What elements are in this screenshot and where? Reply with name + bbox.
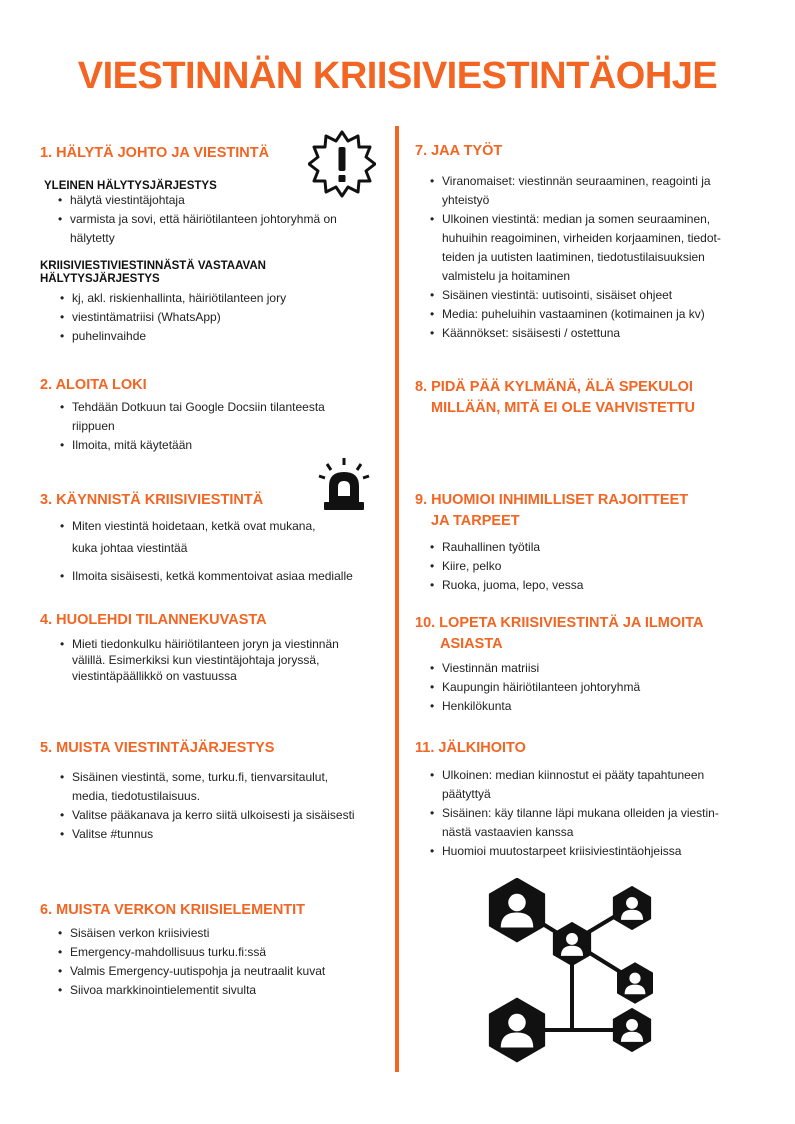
list-item: • Sisäisen verkon kriisiviesti — [58, 924, 388, 943]
section-7-list — [430, 172, 770, 343]
section-5-heading: 5. MUISTA VIESTINTÄJÄRJESTYS — [40, 740, 275, 756]
list-item: • Sisäinen viestintä, some, turku.fi, tienvarsitaulut, — [60, 768, 395, 787]
alert-badge-icon — [308, 130, 376, 198]
list-item: • Emergency-mahdollisuus turku.fi:ssä — [58, 943, 388, 962]
column-divider — [395, 126, 399, 1072]
section-7-heading: 7. JAA TYÖT — [415, 143, 503, 159]
list-item-continuation: riippuen — [72, 419, 115, 433]
list-item-continuation: kuka johtaa viestintää — [72, 541, 188, 555]
list-item: • Valitse pääkanava ja kerro siitä ulkoisesti ja sisäisesti — [60, 806, 395, 825]
section-9-list — [430, 538, 770, 595]
list-item-continuation: hälytetty — [70, 231, 115, 245]
section-9-heading-line2: JA TARPEET — [431, 513, 520, 529]
list-item-continuation: yhteistyö — [442, 193, 490, 207]
section-1-subheading-crisis-b: HÄLYTYSJÄRJESTYS — [40, 273, 160, 285]
list-item: • Huomioi muutostarpeet kriisiviestintäohjeissa — [430, 842, 770, 861]
section-4-list — [60, 636, 390, 684]
section-1-heading: 1. HÄLYTÄ JOHTO JA VIESTINTÄ — [40, 145, 270, 161]
section-11-heading: 11. JÄLKIHOITO — [415, 740, 526, 756]
list-item-continuation: päätyttyä — [442, 787, 491, 801]
list-item: • viestintämatriisi (WhatsApp) — [60, 308, 380, 327]
list-item-continuation: media, tiedotustilaisuus. — [72, 789, 201, 803]
list-item: • Viestinnän matriisi — [430, 659, 770, 678]
section-11-list — [430, 766, 770, 861]
section-3-list — [60, 515, 390, 587]
section-5-list — [60, 768, 395, 844]
list-item: • Ulkoinen viestintä: median ja somen seuraaminen, — [430, 210, 770, 229]
section-10-list — [430, 659, 770, 716]
list-item: • Miten viestintä hoidetaan, ketkä ovat mukana, — [60, 515, 390, 537]
section-6-list — [58, 924, 388, 1000]
siren-icon — [318, 456, 370, 512]
list-item: • kj, akl. riskienhallinta, häiriötilanteen jory — [60, 289, 380, 308]
section-8-heading-line2: MILLÄÄN, MITÄ EI OLE VAHVISTETTU — [431, 400, 695, 416]
section-10-heading-line2: ASIASTA — [440, 636, 503, 652]
list-item: • puhelinvaihde — [60, 327, 380, 346]
section-8-heading-line1: 8. PIDÄ PÄÄ KYLMÄNÄ, ÄLÄ SPEKULOI — [415, 379, 693, 395]
section-9-heading-line1: 9. HUOMIOI INHIMILLISET RAJOITTEET — [415, 492, 689, 508]
list-item: • Ilmoita, mitä käytetään — [60, 436, 380, 455]
list-item-continuation: valmistelu ja hoitaminen — [442, 269, 571, 283]
list-item: • Valmis Emergency-uutispohja ja neutraalit kuvat — [58, 962, 388, 981]
network-icon — [480, 878, 670, 1068]
list-item: • Tehdään Dotkuun tai Google Docsiin tilanteesta — [60, 398, 380, 417]
section-1-list-general — [58, 191, 378, 248]
list-item: • Media: puheluihin vastaaminen (kotimainen ja kv) — [430, 305, 770, 324]
list-item: • Henkilökunta — [430, 697, 770, 716]
section-2-heading: 2. ALOITA LOKI — [40, 377, 147, 393]
list-item-continuation: huhuihin reagoiminen, virheiden korjaaminen, tiedot- — [442, 231, 721, 245]
list-item-continuation: välillä. Esimerkiksi kun viestintäjohtaja joryssä, — [72, 653, 320, 667]
page-title: VIESTINNÄN KRIISIVIESTINTÄOHJE — [77, 55, 718, 97]
section-4-heading: 4. HUOLEHDI TILANNEKUVASTA — [40, 612, 267, 628]
list-item: • Rauhallinen työtila — [430, 538, 770, 557]
list-item: • Ulkoinen: median kiinnostut ei pääty tapahtuneen — [430, 766, 770, 785]
list-item: • Viranomaiset: viestinnän seuraaminen, reagointi ja — [430, 172, 770, 191]
list-item-continuation: nästä vastaavien kanssa — [442, 825, 574, 839]
section-3-heading: 3. KÄYNNISTÄ KRIISIVIESTINTÄ — [40, 492, 264, 508]
list-item: • Ilmoita sisäisesti, ketkä kommentoivat asiaa medialle — [60, 565, 390, 587]
list-item: • hälytä viestintäjohtaja — [58, 191, 378, 210]
list-item: • Käännökset: sisäisesti / ostettuna — [430, 324, 770, 343]
list-item-continuation: teiden ja uutisten laatiminen, tiedotustilaisuuksien — [442, 250, 705, 264]
list-item: • Siivoa markkinointielementit sivulta — [58, 981, 388, 1000]
section-10-heading-line1: 10. LOPETA KRIISIVIESTINTÄ JA ILMOITA — [415, 615, 704, 631]
section-1-subheading-general: YLEINEN HÄLYTYSJÄRJESTYS — [44, 180, 217, 192]
section-6-heading: 6. MUISTA VERKON KRIISIELEMENTIT — [40, 902, 306, 918]
list-item: • Mieti tiedonkulku häiriötilanteen joryn ja viestinnän — [60, 636, 390, 652]
list-item: • Sisäinen viestintä: uutisointi, sisäiset ohjeet — [430, 286, 770, 305]
list-item: • Valitse #tunnus — [60, 825, 395, 844]
list-item-continuation: viestintäpäällikkö on vastuussa — [72, 669, 237, 683]
list-item: • Sisäinen: käy tilanne läpi mukana olleiden ja viestin- — [430, 804, 770, 823]
section-1-list-crisis — [60, 289, 380, 346]
list-item: • Ruoka, juoma, lepo, vessa — [430, 576, 770, 595]
list-item: • varmista ja sovi, että häiriötilanteen johtoryhmä on — [58, 210, 378, 229]
section-1-subheading-crisis-a: KRIISIVIESTIVIESTINNÄSTÄ VASTAAVAN — [40, 260, 266, 272]
list-item: • Kaupungin häiriötilanteen johtoryhmä — [430, 678, 770, 697]
list-item: • Kiire, pelko — [430, 557, 770, 576]
section-2-list — [60, 398, 380, 455]
